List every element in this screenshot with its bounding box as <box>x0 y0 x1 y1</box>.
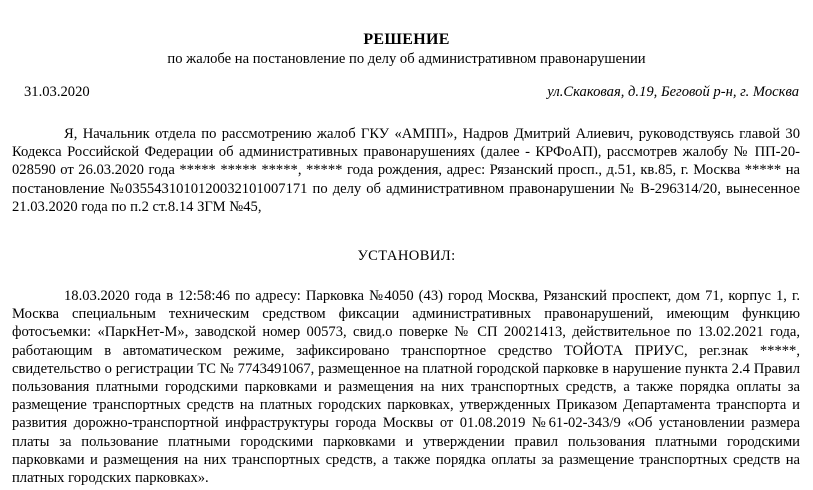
document-place: ул.Скаковая, д.19, Беговой р-н, г. Москва <box>547 84 799 100</box>
document-date: 31.03.2020 <box>24 84 90 100</box>
intro-paragraph: Я, Начальник отдела по рассмотрению жалоб ГКУ «АМПП», Надров Дмитрий Алиевич, руководствуясь главой 30 Кодекса Российской Федерации об административных правонарушениях (далее - КРФоАП), рассмотрев жалобу № ПП-20-028590 от 26.03.2020 года ***** ***** *****, ***** года рождения, адрес: Рязанский просп., д.51, кв.85, г. Москва ***** на постановление №0355431010120032101007171 по делу об административном правонарушении № В-296314/20, вынесенное 21.03.2020 года по п.2 ст.8.14 ЗГМ №45, <box>12 126 800 215</box>
document-subtitle: по жалобе на постановление по делу об административном правонарушении <box>167 51 646 67</box>
section-heading: УСТАНОВИЛ: <box>357 248 456 264</box>
established-paragraph: 18.03.2020 года в 12:58:46 по адресу: Парковка №4050 (43) город Москва, Рязанский проспект, дом 71, корпус 1, г. Москва специальным техническим средством фиксации административных правонарушений, имеющим функцию фотосъемки: «ПаркНет-М», заводской номер 00573, свид.о поверке № СП 20021413, действительное по 13.02.2021 года, работающим в автоматическом режиме, зафиксировано транспортное средство ТОЙОТА ПРИУС, рег.знак *****, свидетельство о регистрации ТС № 7743491067, размещенное на платной городской парковке в нарушение пункта 2.4 Правил пользования платными городскими парковками и размещения на них транспортных средств, а также порядка оплаты за размещение транспортных средств на платных городских парковках, утвержденных Приказом Департамента транспорта и развития дорожно-транспортной инфраструктуры города Москвы от 01.08.2019 №61-02-343/9 «Об установлении размера платы за пользование платными городскими парковками и утверждении правил пользования платными городскими парковками и размещения на них транспортных средств, а также порядка оплаты за размещение транспортных средств на платных городских парковках». <box>12 288 800 487</box>
document-title: РЕШЕНИЕ <box>363 31 450 48</box>
